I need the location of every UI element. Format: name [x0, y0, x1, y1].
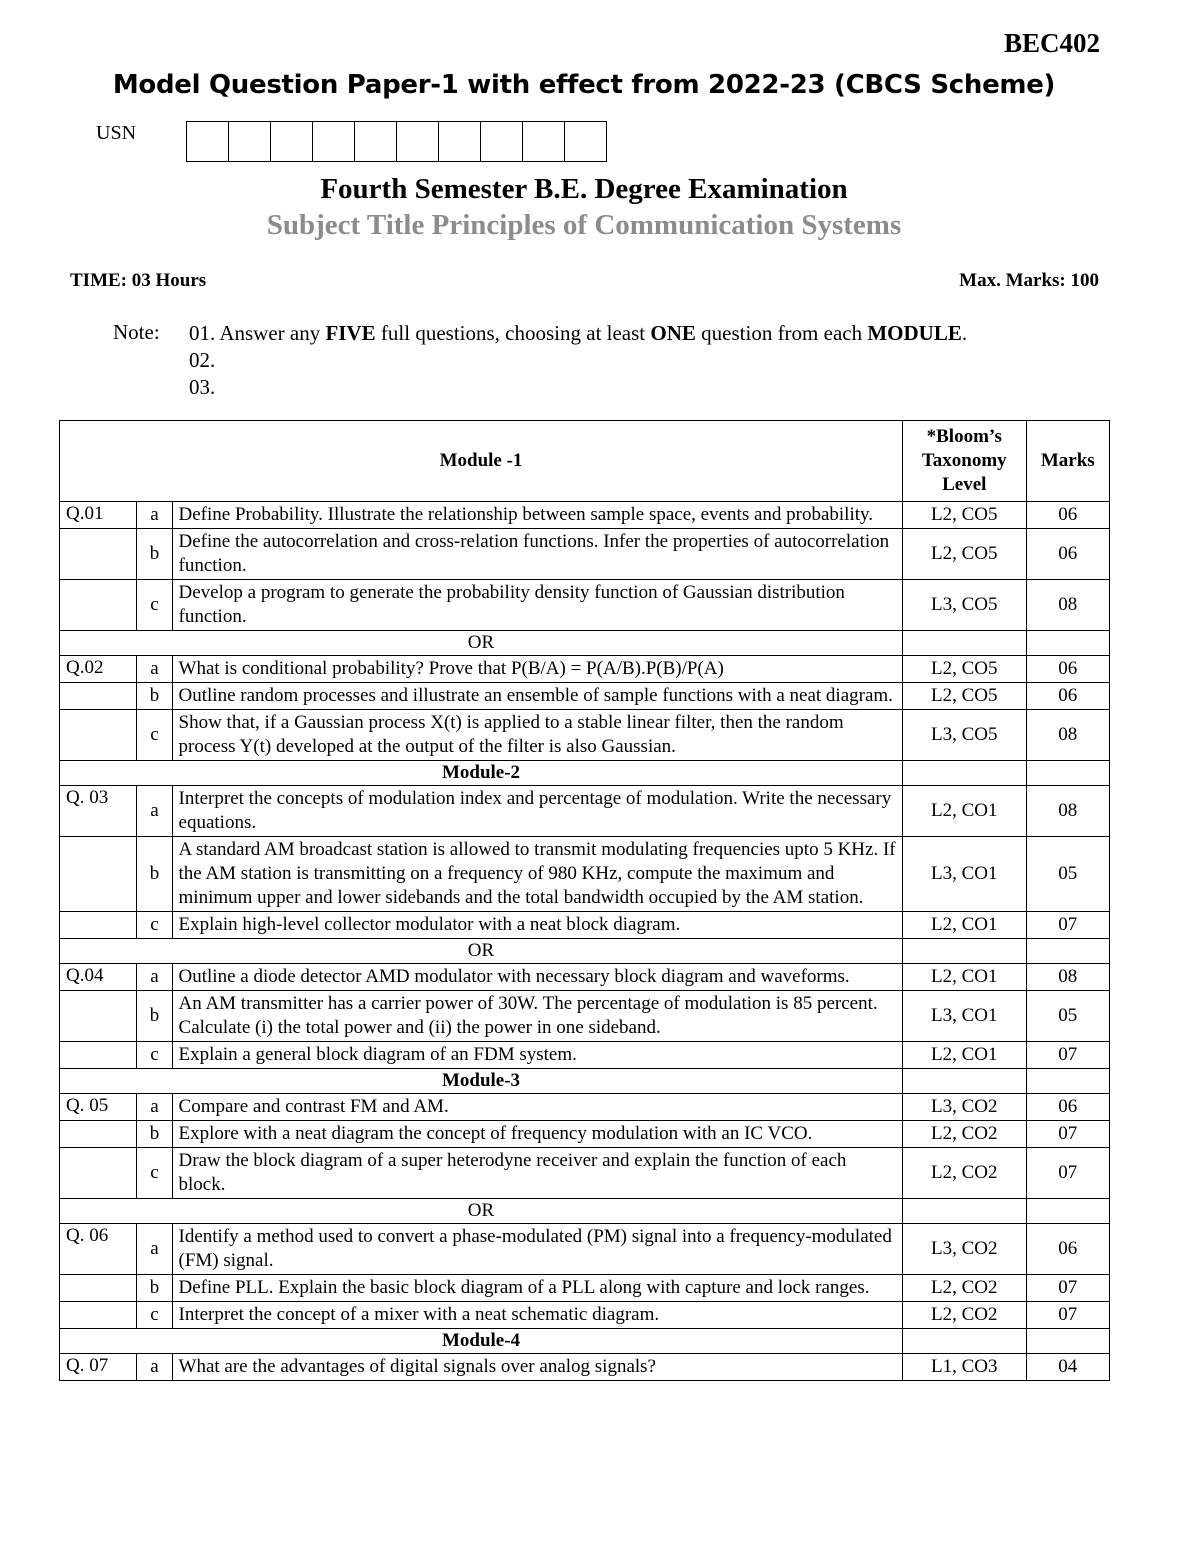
question-marks: 06 [1026, 1224, 1109, 1275]
module-heading-row [60, 1069, 1110, 1094]
question-marks: 07 [1026, 1121, 1109, 1148]
or-label: OR [60, 939, 903, 964]
sub-question-letter: b [137, 683, 172, 710]
question-row [60, 502, 1110, 529]
question-number: Q. 03 [60, 786, 137, 837]
module-heading: Module-4 [60, 1329, 903, 1354]
bloom-level: L3, CO5 [902, 580, 1026, 631]
sub-question-letter: c [137, 1042, 172, 1069]
question-row [60, 1094, 1110, 1121]
question-table [59, 420, 1110, 1381]
question-row [60, 786, 1110, 837]
question-marks: 05 [1026, 991, 1109, 1042]
subject-title: Subject Title Principles of Communication Systems [266, 209, 902, 241]
note-line-1: 01. Answer any FIVE full questions, choosing at least ONE question from each MODULE. [189, 321, 968, 345]
question-number: Q. 05 [60, 1094, 137, 1121]
bloom-level: L2, CO5 [902, 502, 1026, 529]
sub-question-letter: b [137, 1275, 172, 1302]
sub-question-letter: b [137, 1121, 172, 1148]
question-text: Draw the block diagram of a super heterodyne receiver and explain the function of each block. [172, 1148, 902, 1199]
usn-box[interactable] [522, 121, 566, 162]
question-number [60, 991, 137, 1042]
note-line-2: 02. [189, 348, 216, 372]
question-row [60, 1042, 1110, 1069]
question-text: Compare and contrast FM and AM. [172, 1094, 902, 1121]
question-marks: 06 [1026, 502, 1109, 529]
sub-question-letter: c [137, 710, 172, 761]
question-marks: 06 [1026, 656, 1109, 683]
empty-cell [902, 1329, 1026, 1354]
bloom-level: L2, CO2 [902, 1148, 1026, 1199]
usn-box[interactable] [270, 121, 314, 162]
question-marks: 08 [1026, 580, 1109, 631]
question-number: Q.02 [60, 656, 137, 683]
question-row [60, 837, 1110, 912]
empty-cell [1026, 1329, 1109, 1354]
sub-question-letter: a [137, 964, 172, 991]
question-row [60, 710, 1110, 761]
question-text: A standard AM broadcast station is allowed to transmit modulating frequencies upto 5 KHz. If the AM station is transmitting on a frequency of 980 KHz, compute the maximum and minimum upper and lower sidebands and the total bandwidth occupied by the AM station. [172, 837, 902, 912]
question-marks: 07 [1026, 1302, 1109, 1329]
or-separator-row [60, 939, 1110, 964]
question-marks: 08 [1026, 964, 1109, 991]
question-number: Q. 07 [60, 1354, 137, 1381]
usn-box[interactable] [186, 121, 230, 162]
note-lines [189, 320, 967, 401]
question-number [60, 529, 137, 580]
header-bloom: *Bloom’s Taxonomy Level [902, 421, 1026, 502]
header-module: Module -1 [60, 421, 903, 502]
course-code: BEC402 [1003, 28, 1100, 58]
or-separator-row [60, 631, 1110, 656]
question-row [60, 656, 1110, 683]
question-marks: 04 [1026, 1354, 1109, 1381]
question-number [60, 580, 137, 631]
question-text: What is conditional probability? Prove that P(B/A) = P(A/B).P(B)/P(A) [172, 656, 902, 683]
sub-question-letter: a [137, 1094, 172, 1121]
question-text: Define PLL. Explain the basic block diagram of a PLL along with capture and lock ranges. [172, 1275, 902, 1302]
bloom-level: L2, CO1 [902, 786, 1026, 837]
empty-cell [1026, 939, 1109, 964]
question-row [60, 991, 1110, 1042]
question-text: Interpret the concepts of modulation index and percentage of modulation. Write the necessary equations. [172, 786, 902, 837]
note-line-3: 03. [189, 375, 216, 399]
bloom-level: L3, CO1 [902, 837, 1026, 912]
usn-box[interactable] [564, 121, 608, 162]
question-row [60, 529, 1110, 580]
empty-cell [1026, 631, 1109, 656]
empty-cell [902, 1199, 1026, 1224]
exam-duration: TIME: 03 Hours [70, 270, 207, 291]
empty-cell [902, 1069, 1026, 1094]
sub-question-letter: a [137, 656, 172, 683]
or-separator-row [60, 1199, 1110, 1224]
usn-box[interactable] [228, 121, 272, 162]
paper-title: Model Question Paper-1 with effect from 2022-23 (CBCS Scheme) [112, 70, 1056, 100]
bloom-level: L3, CO1 [902, 991, 1026, 1042]
bloom-level: L3, CO5 [902, 710, 1026, 761]
bloom-level: L2, CO5 [902, 683, 1026, 710]
empty-cell [902, 631, 1026, 656]
usn-label: USN [96, 122, 137, 144]
bloom-level: L2, CO2 [902, 1121, 1026, 1148]
bloom-level: L2, CO1 [902, 1042, 1026, 1069]
module-heading: Module-3 [60, 1069, 903, 1094]
bloom-level: L2, CO5 [902, 656, 1026, 683]
empty-cell [902, 939, 1026, 964]
bloom-level: L2, CO1 [902, 964, 1026, 991]
question-marks: 08 [1026, 786, 1109, 837]
question-number [60, 1302, 137, 1329]
question-number [60, 1148, 137, 1199]
question-number: Q.01 [60, 502, 137, 529]
max-marks: Max. Marks: 100 [959, 270, 1099, 291]
question-number [60, 1275, 137, 1302]
sub-question-letter: c [137, 580, 172, 631]
question-row [60, 1224, 1110, 1275]
question-number: Q. 06 [60, 1224, 137, 1275]
sub-question-letter: a [137, 1354, 172, 1381]
question-text: Define Probability. Illustrate the relationship between sample space, events and probability. [172, 502, 902, 529]
question-row [60, 912, 1110, 939]
question-number: Q.04 [60, 964, 137, 991]
question-row [60, 964, 1110, 991]
question-text: An AM transmitter has a carrier power of 30W. The percentage of modulation is 85 percent. Calculate (i) the total power and (ii) the power in one sideband. [172, 991, 902, 1042]
usn-box[interactable] [396, 121, 440, 162]
question-row [60, 1148, 1110, 1199]
empty-cell [1026, 1199, 1109, 1224]
sub-question-letter: c [137, 1148, 172, 1199]
module-heading-row [60, 1329, 1110, 1354]
question-marks: 07 [1026, 1042, 1109, 1069]
bloom-level: L3, CO2 [902, 1094, 1026, 1121]
usn-boxes [187, 121, 607, 162]
question-text: Show that, if a Gaussian process X(t) is applied to a stable linear filter, then the random process Y(t) developed at the output of the filter is also Gaussian. [172, 710, 902, 761]
usn-box[interactable] [354, 121, 398, 162]
question-marks: 07 [1026, 912, 1109, 939]
module-heading-row [60, 761, 1110, 786]
sub-question-letter: b [137, 837, 172, 912]
question-text: Outline a diode detector AMD modulator with necessary block diagram and waveforms. [172, 964, 902, 991]
sub-question-letter: a [137, 1224, 172, 1275]
usn-box[interactable] [480, 121, 524, 162]
question-row [60, 1302, 1110, 1329]
sub-question-letter: a [137, 786, 172, 837]
question-marks: 07 [1026, 1148, 1109, 1199]
sub-question-letter: b [137, 991, 172, 1042]
exam-title: Fourth Semester B.E. Degree Examination [320, 173, 848, 205]
header-marks: Marks [1026, 421, 1109, 502]
question-text: Explain a general block diagram of an FDM system. [172, 1042, 902, 1069]
note-label: Note: [113, 320, 160, 344]
question-marks: 07 [1026, 1275, 1109, 1302]
question-text: Explain high-level collector modulator with a neat block diagram. [172, 912, 902, 939]
question-number [60, 1121, 137, 1148]
question-text: What are the advantages of digital signals over analog signals? [172, 1354, 902, 1381]
or-label: OR [60, 1199, 903, 1224]
bloom-level: L2, CO5 [902, 529, 1026, 580]
question-marks: 05 [1026, 837, 1109, 912]
usn-box[interactable] [438, 121, 482, 162]
table-header [60, 421, 1110, 502]
question-number [60, 710, 137, 761]
question-row [60, 1275, 1110, 1302]
question-number [60, 837, 137, 912]
bloom-level: L1, CO3 [902, 1354, 1026, 1381]
question-text: Interpret the concept of a mixer with a neat schematic diagram. [172, 1302, 902, 1329]
question-text: Develop a program to generate the probability density function of Gaussian distribution function. [172, 580, 902, 631]
question-text: Explore with a neat diagram the concept of frequency modulation with an IC VCO. [172, 1121, 902, 1148]
question-marks: 08 [1026, 710, 1109, 761]
empty-cell [902, 761, 1026, 786]
bloom-level: L2, CO1 [902, 912, 1026, 939]
question-text: Define the autocorrelation and cross-relation functions. Infer the properties of autocorrelation function. [172, 529, 902, 580]
question-text: Outline random processes and illustrate an ensemble of sample functions with a neat diagram. [172, 683, 902, 710]
question-row [60, 580, 1110, 631]
question-row [60, 1354, 1110, 1381]
empty-cell [1026, 1069, 1109, 1094]
bloom-level: L2, CO2 [902, 1275, 1026, 1302]
question-marks: 06 [1026, 683, 1109, 710]
sub-question-letter: a [137, 502, 172, 529]
question-number [60, 912, 137, 939]
empty-cell [1026, 761, 1109, 786]
usn-box[interactable] [312, 121, 356, 162]
question-row [60, 683, 1110, 710]
module-heading: Module-2 [60, 761, 903, 786]
or-label: OR [60, 631, 903, 656]
bloom-level: L3, CO2 [902, 1224, 1026, 1275]
question-number [60, 1042, 137, 1069]
question-row [60, 1121, 1110, 1148]
sub-question-letter: c [137, 912, 172, 939]
question-number [60, 683, 137, 710]
question-marks: 06 [1026, 1094, 1109, 1121]
sub-question-letter: c [137, 1302, 172, 1329]
bloom-level: L2, CO2 [902, 1302, 1026, 1329]
question-marks: 06 [1026, 529, 1109, 580]
question-text: Identify a method used to convert a phase-modulated (PM) signal into a frequency-modulated (FM) signal. [172, 1224, 902, 1275]
sub-question-letter: b [137, 529, 172, 580]
